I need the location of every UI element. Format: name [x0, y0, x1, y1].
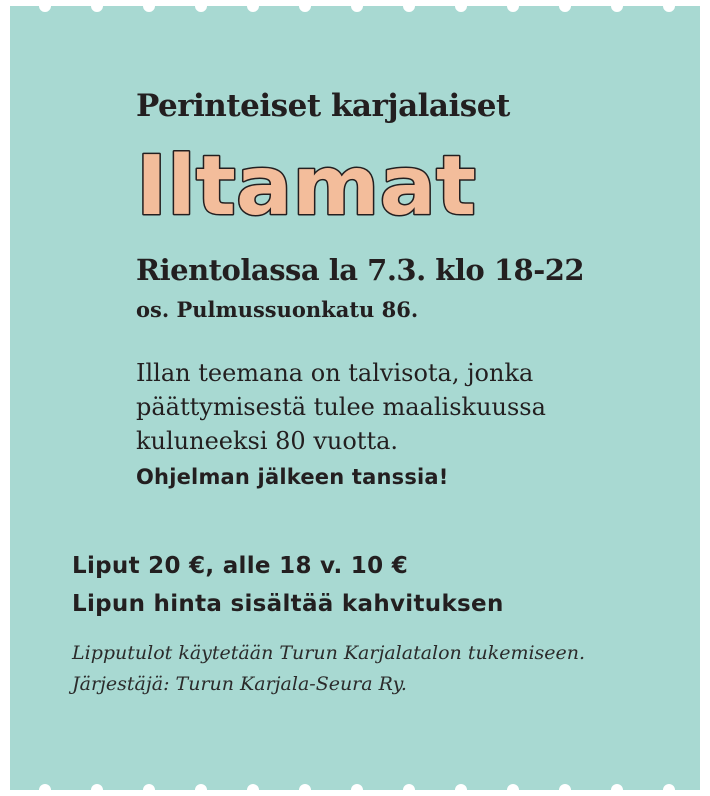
- theme-line: Illan teemana on talvisota, jonka: [136, 359, 534, 387]
- price-line: Lipun hinta sisältää kahvituksen: [72, 591, 504, 617]
- event-venue-time: Rientolassa la 7.3. klo 18-22: [136, 253, 585, 287]
- event-address: os. Pulmussuonkatu 86.: [136, 297, 419, 322]
- price-line: Liput 20 €, alle 18 v. 10 €: [72, 553, 409, 579]
- headline-text: Iltamat: [136, 140, 476, 224]
- theme-line: kuluneeksi 80 vuotta.: [136, 427, 399, 455]
- theme-line: päättymisestä tulee maaliskuussa: [136, 393, 546, 421]
- event-subtitle: Perinteiset karjalaiset: [136, 88, 510, 124]
- event-headline: [132, 140, 492, 224]
- theme-paragraph: [136, 356, 546, 458]
- footer-notes: [72, 638, 585, 700]
- dance-note: Ohjelman jälkeen tanssia!: [136, 465, 449, 489]
- footer-line: Järjestäjä: Turun Karjala-Seura Ry.: [72, 673, 407, 695]
- footer-line: Lipputulot käytetään Turun Karjalatalon tukemiseen.: [72, 642, 586, 664]
- ticket-prices: [72, 547, 504, 623]
